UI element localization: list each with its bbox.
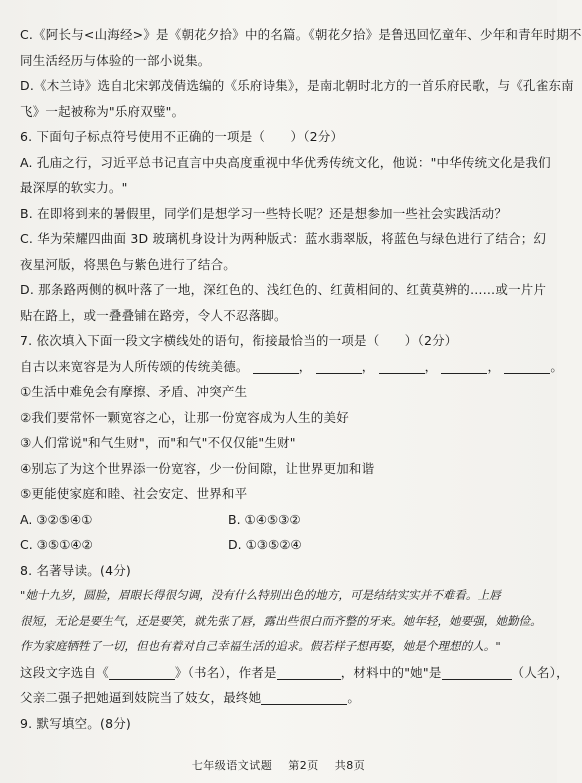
q7-sentence-4: ④别忘了为这个世界添一份宽容，少一份间隙，让世界更加和谐	[20, 460, 375, 476]
q7-sep-4: ，	[487, 358, 501, 374]
q8-fill-person-suffix: （人名），	[511, 664, 569, 680]
q7-passage	[20, 354, 564, 380]
q7-blank-5[interactable]	[504, 359, 550, 374]
q6-option-b: B. 在即将到来的暑假里，同学们是想学习一些特长呢？还是想参加一些社会实践活动？	[20, 205, 508, 221]
q8-fill-ending-end: 。	[347, 690, 361, 705]
q8-quote-line1: "她十九岁，圆脸，眉眼长得很匀调，没有什么特别出色的地方，可是结结实实并不难看。上唇	[20, 588, 501, 602]
q8-book-title-blank[interactable]	[109, 665, 175, 680]
q7-sentence-3: ③人们常说"和气生财"，而"和气"不仅仅能"生财"	[20, 435, 296, 450]
q7-end: 。	[550, 358, 564, 374]
q7-sep-3: ，	[424, 358, 438, 374]
q8-author-blank[interactable]	[277, 665, 341, 680]
question-6	[20, 124, 551, 328]
q8-fill-line1	[20, 660, 569, 686]
question-8	[20, 558, 569, 711]
q5-option-c-line2: 同生活经历与体验的一部小说集。	[20, 52, 211, 68]
q6-stem: 6. 下面句子标点符号使用不正确的一项是（ ）（2分）	[20, 129, 344, 144]
q9-stem: 9. 默写填空。(8分)	[20, 715, 132, 731]
q7-options-row-2	[20, 532, 535, 558]
q7-option-b[interactable]: B. ①④⑤③②	[228, 511, 301, 527]
q8-fill-source-prefix: 这段文字选自《	[20, 664, 109, 680]
q8-quote-line3: 作为家庭牺牲了一切，但也有着对自己幸福生活的追求。假若样子想再娶，她是个理想的人。"	[20, 639, 501, 653]
q6-option-d-line2: 贴在路上，或一叠叠铺在路旁，令人不忍落脚。	[20, 307, 287, 323]
q7-options-row-1	[20, 507, 535, 533]
q8-fill-author-prefix: 》（书名），作者是	[174, 664, 277, 680]
q7-sep-2: ，	[361, 358, 375, 374]
q7-option-c[interactable]: C. ③⑤①④②	[20, 537, 93, 552]
q8-quote-line2: 很短，无论是要生气，还是要笑，就先张了唇，露出些很白而齐整的牙来。她年轻，她要强，她勤俭。	[20, 613, 542, 628]
footer-total-pages: 共8页	[334, 759, 366, 772]
q6-option-c-line1: C. 华为荣耀四曲面 3D 玻璃机身设计为两种版式：蓝水翡翠版，将蓝色与绿色进行了结合；幻	[20, 231, 547, 246]
footer-subject: 七年级语文试题	[191, 759, 273, 772]
q7-sentence-5: ⑤更能使家庭和睦、社会安定、世界和平	[20, 486, 248, 501]
q7-lead: 自古以来宽容是为人所传颂的传统美德。	[20, 358, 249, 374]
q8-ending-blank[interactable]	[261, 690, 347, 705]
q8-fill-line2	[20, 685, 535, 711]
q7-option-a[interactable]: A. ③②⑤④①	[20, 511, 93, 527]
q5-option-d-line1: D.《木兰诗》选自北宋郭茂倩选编的《乐府诗集》，是南北朝时北方的一首乐府民歌，与《孔雀东南	[20, 78, 574, 93]
footer-page-number: 第2页	[288, 759, 319, 772]
question-5-options	[20, 22, 582, 124]
q7-blank-2[interactable]	[316, 359, 362, 374]
q6-option-c-line2: 夜星河版，将黑色与紫色进行了结合。	[20, 256, 236, 272]
q6-option-a-line1: A. 孔庙之行，习近平总书记直言中央高度重视中华优秀传统文化，他说："中华传统文化是我们	[20, 154, 551, 170]
q7-sentence-1: ①生活中难免会有摩擦、矛盾、冲突产生	[20, 384, 248, 399]
q7-blank-1[interactable]	[253, 359, 299, 374]
q8-fill-person-prefix: ，材料中的"她"是	[340, 664, 442, 680]
q7-blank-4[interactable]	[441, 359, 487, 374]
question-9	[20, 711, 535, 737]
q8-fill-ending-prefix: 父亲二强子把她逼到妓院当了妓女，最终她	[20, 690, 262, 705]
q7-option-d[interactable]: D. ①③⑤②④	[228, 537, 302, 552]
q8-person-blank[interactable]	[442, 665, 512, 680]
q7-blank-3[interactable]	[379, 359, 425, 374]
q6-option-d-line1: D. 那条路两侧的枫叶落了一地，深红色的、浅红色的、红黄相间的、红黄莫辨的……或一片片	[20, 282, 547, 297]
page-footer	[0, 757, 557, 773]
q5-option-d-line2: 飞》一起被称为"乐府双璧"。	[20, 103, 185, 119]
q7-sentence-2: ②我们要常怀一颗宽容之心，让那一份宽容成为人生的美好	[20, 409, 349, 425]
q6-option-a-line2: 最深厚的软实力。"	[20, 180, 128, 195]
q8-stem: 8. 名著导读。(4分)	[20, 562, 132, 578]
q7-sep-1: ，	[298, 358, 312, 374]
question-7	[20, 328, 564, 558]
q5-option-c-line1: C.《阿长与<山海经>》是《朝花夕拾》中的名篇。《朝花夕拾》是鲁迅回忆童年、少年和青年时期不	[20, 27, 582, 42]
q7-stem: 7. 依次填入下面一段文字横线处的语句，衔接最恰当的一项是（ ）（2分）	[20, 333, 458, 348]
